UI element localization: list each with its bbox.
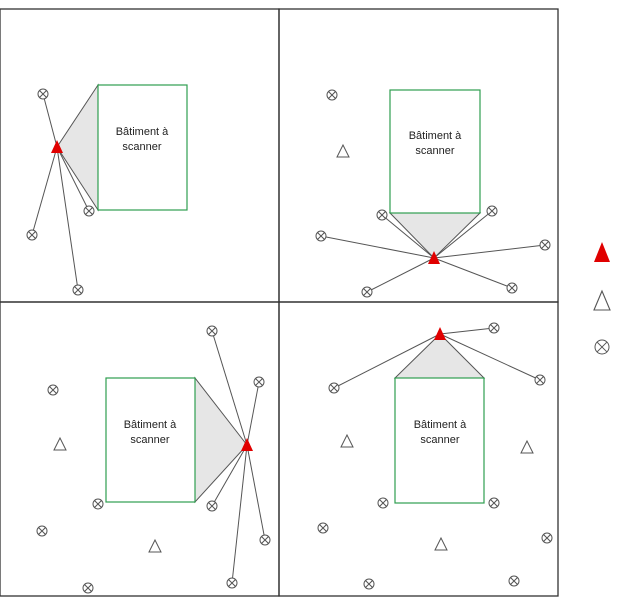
candidate-scanner-position [54, 438, 66, 450]
field-of-view-wedge [395, 334, 484, 378]
building-label-line2: scanner [415, 145, 455, 157]
building-label-line1: Bâtiment à [115, 126, 169, 138]
target-marker [84, 206, 94, 216]
target-marker [535, 375, 545, 385]
candidate-scanner-position [149, 540, 161, 552]
target-marker [207, 501, 217, 511]
candidate-scanner-position [435, 538, 447, 550]
target-marker [227, 578, 237, 588]
target-marker [318, 523, 328, 533]
building-label-line1: Bâtiment à [123, 419, 177, 431]
target-marker [507, 283, 517, 293]
legend-candidate-scanner-icon [594, 291, 610, 310]
target-marker [377, 210, 387, 220]
target-marker [38, 89, 48, 99]
panel-bottom-left [37, 326, 270, 593]
target-marker [316, 231, 326, 241]
target-marker [73, 285, 83, 295]
panel-top-left [27, 85, 187, 295]
target-marker [364, 579, 374, 589]
field-of-view-wedge [390, 213, 480, 258]
target-marker [542, 533, 552, 543]
building-label-line1: Bâtiment à [413, 419, 467, 431]
candidate-scanner-position [341, 435, 353, 447]
target-marker [27, 230, 37, 240]
panel-top-right [316, 90, 550, 297]
candidate-scanner-position [521, 441, 533, 453]
target-marker [362, 287, 372, 297]
target-marker [37, 526, 47, 536]
target-marker [327, 90, 337, 100]
target-marker [329, 383, 339, 393]
target-marker [260, 535, 270, 545]
legend [594, 242, 610, 354]
candidate-scanner-position [337, 145, 349, 157]
target-marker [487, 206, 497, 216]
field-of-view-wedge [195, 378, 247, 502]
target-marker [489, 498, 499, 508]
target-marker [509, 576, 519, 586]
building-label-line2: scanner [122, 141, 162, 153]
target-marker [489, 323, 499, 333]
target-marker [83, 583, 93, 593]
target-marker [93, 499, 103, 509]
legend-target-marker-icon [595, 340, 609, 354]
target-marker [540, 240, 550, 250]
target-marker [48, 385, 58, 395]
building-label-line2: scanner [130, 434, 170, 446]
building-label-line2: scanner [420, 434, 460, 446]
legend-active-scanner-icon [594, 242, 610, 262]
building-label-line1: Bâtiment à [408, 130, 462, 142]
target-marker [254, 377, 264, 387]
target-marker [207, 326, 217, 336]
panel-bottom-right [318, 323, 552, 589]
target-marker [378, 498, 388, 508]
target-marker [595, 340, 609, 354]
